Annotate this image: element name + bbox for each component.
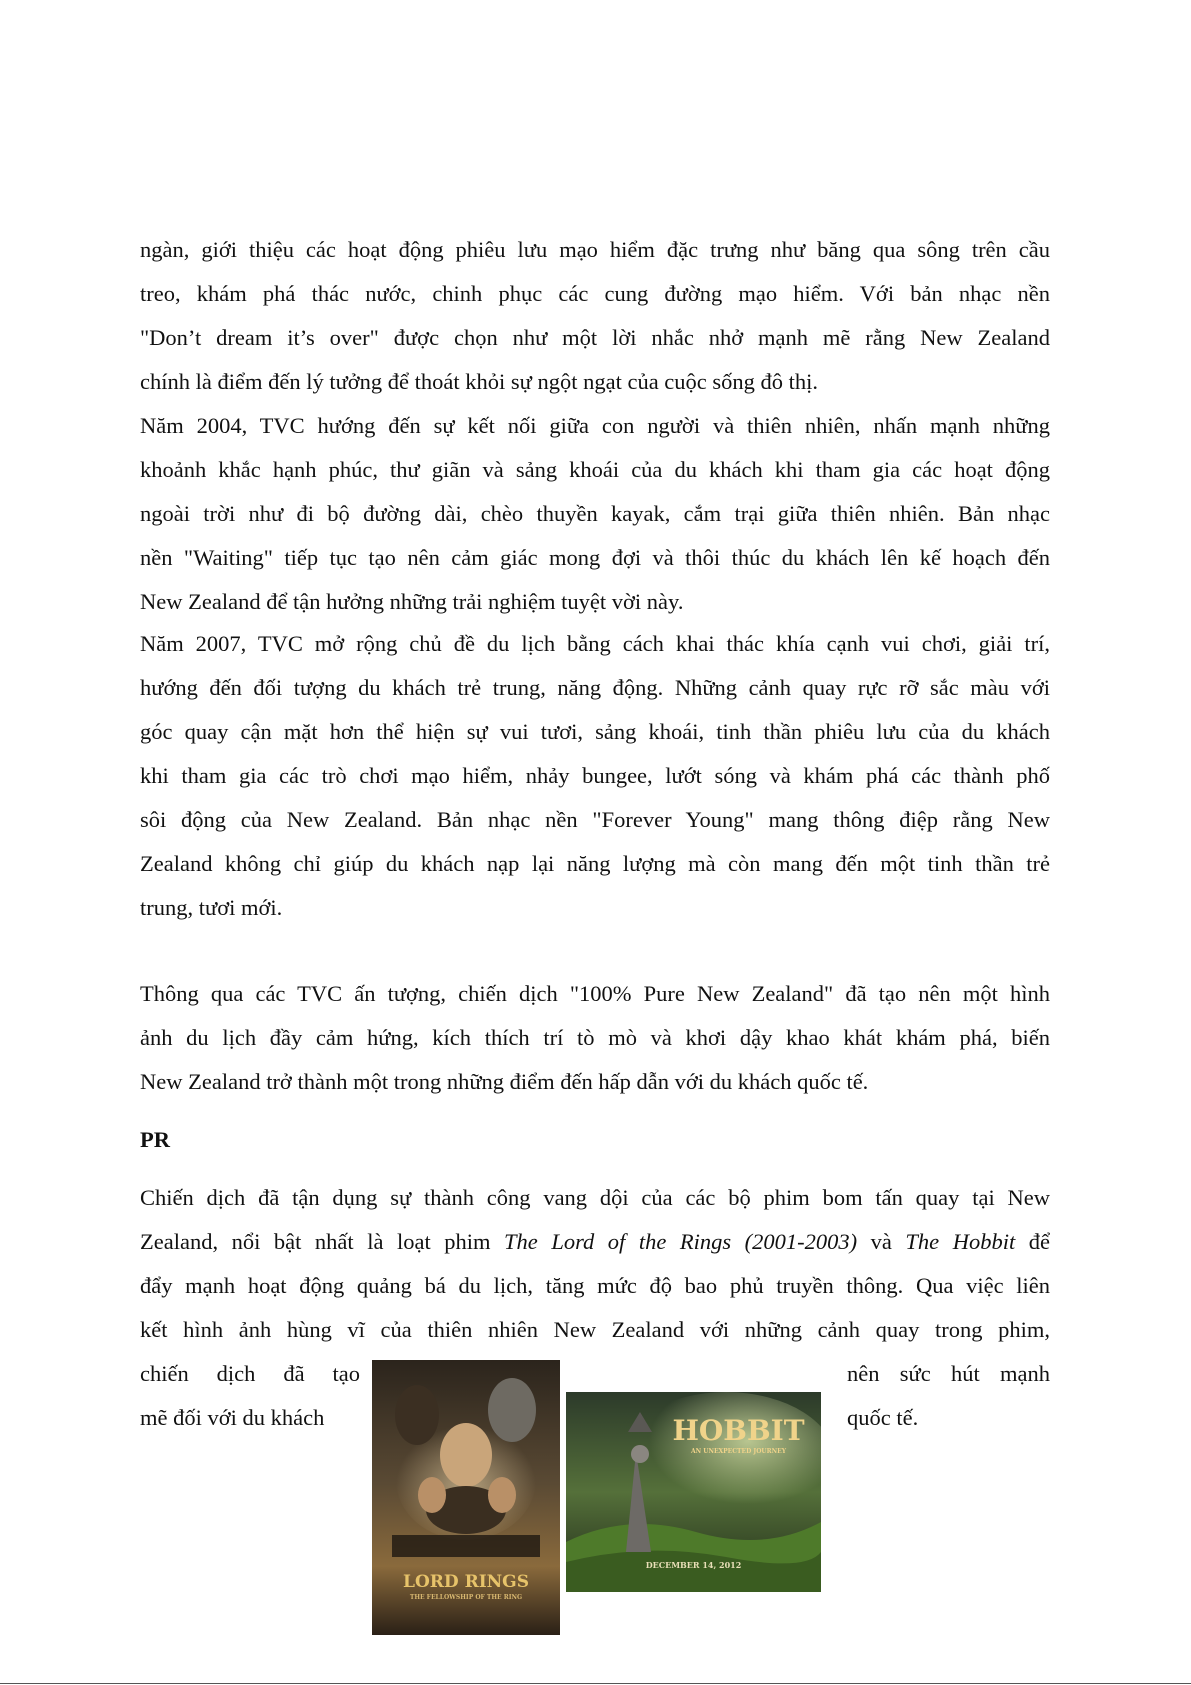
hobbit-poster-image	[566, 1392, 821, 1592]
section-heading-pr: PR	[140, 1127, 170, 1152]
text-line: Năm 2007, TVC mở rộng chủ đề du lịch bằng cách khai thác khía cạnh vui chơi, giải trí,	[140, 631, 1050, 656]
text-line: Chiến dịch đã tận dụng sự thành công vang dội của các bộ phim bom tấn quay tại New	[140, 1185, 1050, 1210]
pr-paragraph	[140, 1176, 1050, 1352]
text-line: góc quay cận mặt hơn thể hiện sự vui tươi, sảng khoái, tinh thần phiêu lưu của du khách	[140, 719, 1050, 744]
text-line: khoảnh khắc hạnh phúc, thư giãn và sảng khoái của du khách khi tham gia các hoạt động	[140, 457, 1050, 482]
text-line: Zealand không chỉ giúp du khách nạp lại năng lượng mà còn mang đến một tinh thần trẻ	[140, 851, 1050, 876]
text-line: Năm 2004, TVC hướng đến sự kết nối giữa con người và thiên nhiên, nhấn mạnh những	[140, 413, 1050, 438]
lotr-poster-subtitle: THE FELLOWSHIP OF THE RING	[409, 1594, 523, 1601]
lotr-poster-image	[372, 1360, 560, 1635]
text-line-right: quốc tế.	[847, 1405, 919, 1430]
text-line: treo, khám phá thác nước, chinh phục các cung đường mạo hiểm. Với bản nhạc nền	[140, 281, 1050, 306]
lotr-poster-title: LORD RINGS	[403, 1572, 529, 1592]
film-title-hobbit: The Hobbit	[905, 1229, 1016, 1254]
text-line: ngoài trời như đi bộ đường dài, chèo thuyền kayak, cắm trại giữa thiên nhiên. Bản nhạc	[140, 501, 1050, 526]
page-bottom-divider	[0, 1683, 1191, 1684]
hobbit-poster-subtitle: AN UNEXPECTED JOURNEY	[691, 1448, 786, 1455]
paragraph-1	[140, 228, 1050, 404]
hobbit-poster-date: DECEMBER 14, 2012	[645, 1560, 742, 1570]
paragraph-2	[140, 404, 1050, 624]
text-line: đẩy mạnh hoạt động quảng bá du lịch, tăng mức độ bao phủ truyền thông. Qua việc liên	[140, 1273, 1050, 1298]
text-line: "Don’t dream it’s over" được chọn như một lời nhắc nhở mạnh mẽ rằng New Zealand	[140, 325, 1050, 350]
text-line-left: chiến dịch đã tạo	[140, 1361, 360, 1386]
paragraph-3	[140, 622, 1050, 930]
text-run: để	[1015, 1229, 1050, 1254]
film-title-lotr: The Lord of the Rings (2001-2003)	[504, 1229, 858, 1254]
paragraph-4	[140, 972, 1050, 1104]
text-line: nền "Waiting" tiếp tục tạo nên cảm giác mong đợi và thôi thúc du khách lên kế hoạch đến	[140, 545, 1050, 570]
text-line	[140, 1220, 1050, 1264]
text-run: và	[857, 1229, 906, 1254]
text-line: chính là điểm đến lý tưởng để thoát khỏi sự ngột ngạt của cuộc sống đô thị.	[140, 369, 819, 394]
text-line: khi tham gia các trò chơi mạo hiểm, nhảy bungee, lướt sóng và khám phá các thành phố	[140, 763, 1050, 788]
text-line: New Zealand để tận hưởng những trải nghiệm tuyệt vời này.	[140, 589, 684, 614]
text-line: hướng đến đối tượng du khách trẻ trung, năng động. Những cảnh quay rực rỡ sắc màu với	[140, 675, 1050, 700]
text-line: ảnh du lịch đầy cảm hứng, kích thích trí tò mò và khơi dậy khao khát khám phá, biến	[140, 1025, 1050, 1050]
text-run: Zealand, nổi bật nhất là loạt phim	[140, 1229, 505, 1254]
text-line: kết hình ảnh hùng vĩ của thiên nhiên New Zealand với những cảnh quay trong phim,	[140, 1317, 1050, 1342]
text-line: ngàn, giới thiệu các hoạt động phiêu lưu mạo hiểm đặc trưng như băng qua sông trên cầu	[140, 237, 1050, 262]
text-line-left: mẽ đối với du khách	[140, 1405, 325, 1430]
text-line-right: nên sức hút mạnh	[847, 1361, 1050, 1386]
text-line: Thông qua các TVC ấn tượng, chiến dịch "100% Pure New Zealand" đã tạo nên một hình	[140, 981, 1050, 1006]
text-line: sôi động của New Zealand. Bản nhạc nền "Forever Young" mang thông điệp rằng New	[140, 807, 1050, 832]
hobbit-poster-title: HOBBIT	[672, 1414, 805, 1447]
text-line: New Zealand trở thành một trong những điểm đến hấp dẫn với du khách quốc tế.	[140, 1069, 869, 1094]
text-line: trung, tươi mới.	[140, 895, 283, 920]
